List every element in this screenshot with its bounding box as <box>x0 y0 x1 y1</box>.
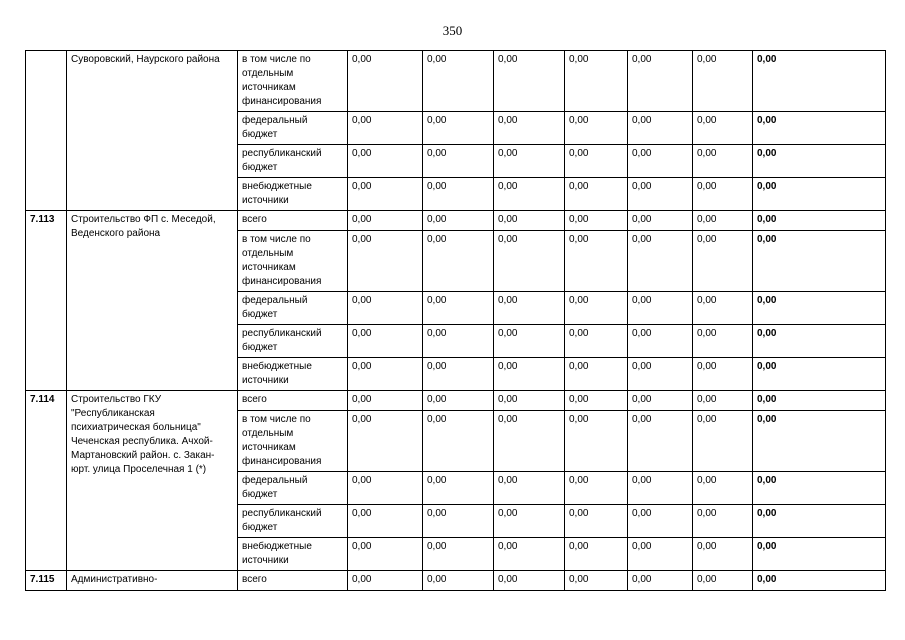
value-cell: 0,00 <box>348 292 423 325</box>
funding-source: федеральный бюджет <box>238 472 348 505</box>
value-cell: 0,00 <box>628 358 693 391</box>
value-cell: 0,00 <box>693 538 753 571</box>
value-cell: 0,00 <box>628 211 693 231</box>
value-cell: 0,00 <box>693 231 753 292</box>
funding-source: федеральный бюджет <box>238 112 348 145</box>
total-value-cell: 0,00 <box>753 571 886 591</box>
total-value-cell: 0,00 <box>753 538 886 571</box>
value-cell: 0,00 <box>628 145 693 178</box>
value-cell: 0,00 <box>423 472 494 505</box>
value-cell: 0,00 <box>565 505 628 538</box>
funding-source: республиканский бюджет <box>238 145 348 178</box>
item-code: 7.113 <box>26 211 67 391</box>
value-cell: 0,00 <box>494 538 565 571</box>
value-cell: 0,00 <box>565 51 628 112</box>
value-cell: 0,00 <box>494 51 565 112</box>
funding-source: всего <box>238 571 348 591</box>
value-cell: 0,00 <box>693 571 753 591</box>
value-cell: 0,00 <box>423 292 494 325</box>
table-body <box>26 51 886 591</box>
total-value-cell: 0,00 <box>753 505 886 538</box>
item-name: Строительство ФП с. Меседой, Веденского района <box>67 211 238 391</box>
value-cell: 0,00 <box>494 325 565 358</box>
value-cell: 0,00 <box>423 505 494 538</box>
value-cell: 0,00 <box>565 538 628 571</box>
value-cell: 0,00 <box>628 505 693 538</box>
total-value-cell: 0,00 <box>753 391 886 411</box>
value-cell: 0,00 <box>565 112 628 145</box>
item-name: Административно- <box>67 571 238 591</box>
value-cell: 0,00 <box>628 411 693 472</box>
value-cell: 0,00 <box>348 538 423 571</box>
value-cell: 0,00 <box>348 211 423 231</box>
total-value-cell: 0,00 <box>753 112 886 145</box>
value-cell: 0,00 <box>565 292 628 325</box>
value-cell: 0,00 <box>494 178 565 211</box>
value-cell: 0,00 <box>565 231 628 292</box>
table-row <box>26 571 886 591</box>
value-cell: 0,00 <box>693 391 753 411</box>
value-cell: 0,00 <box>494 472 565 505</box>
value-cell: 0,00 <box>423 178 494 211</box>
value-cell: 0,00 <box>693 51 753 112</box>
value-cell: 0,00 <box>423 391 494 411</box>
value-cell: 0,00 <box>494 145 565 178</box>
value-cell: 0,00 <box>693 358 753 391</box>
value-cell: 0,00 <box>423 358 494 391</box>
total-value-cell: 0,00 <box>753 292 886 325</box>
value-cell: 0,00 <box>423 411 494 472</box>
funding-source: в том числе по отдельным источникам финансирования <box>238 231 348 292</box>
funding-source: республиканский бюджет <box>238 505 348 538</box>
budget-table <box>25 50 886 591</box>
value-cell: 0,00 <box>423 211 494 231</box>
value-cell: 0,00 <box>348 505 423 538</box>
value-cell: 0,00 <box>494 411 565 472</box>
funding-source: внебюджетные источники <box>238 538 348 571</box>
value-cell: 0,00 <box>423 325 494 358</box>
value-cell: 0,00 <box>494 391 565 411</box>
total-value-cell: 0,00 <box>753 231 886 292</box>
value-cell: 0,00 <box>628 538 693 571</box>
value-cell: 0,00 <box>565 571 628 591</box>
value-cell: 0,00 <box>693 178 753 211</box>
funding-source: республиканский бюджет <box>238 325 348 358</box>
funding-source: в том числе по отдельным источникам финансирования <box>238 51 348 112</box>
item-code <box>26 51 67 211</box>
value-cell: 0,00 <box>348 358 423 391</box>
value-cell: 0,00 <box>628 231 693 292</box>
value-cell: 0,00 <box>348 112 423 145</box>
total-value-cell: 0,00 <box>753 178 886 211</box>
value-cell: 0,00 <box>693 505 753 538</box>
value-cell: 0,00 <box>494 211 565 231</box>
value-cell: 0,00 <box>693 325 753 358</box>
value-cell: 0,00 <box>693 472 753 505</box>
item-name: Суворовский, Наурского района <box>67 51 238 211</box>
value-cell: 0,00 <box>628 571 693 591</box>
value-cell: 0,00 <box>628 292 693 325</box>
item-code: 7.115 <box>26 571 67 591</box>
value-cell: 0,00 <box>628 391 693 411</box>
funding-source: внебюджетные источники <box>238 358 348 391</box>
value-cell: 0,00 <box>348 231 423 292</box>
value-cell: 0,00 <box>565 178 628 211</box>
value-cell: 0,00 <box>348 571 423 591</box>
item-code: 7.114 <box>26 391 67 571</box>
item-name: Строительство ГКУ "Республиканская психиатрическая больница" Чеченская республика. Ачхой-Мартановский район. с. Закан-юрт. улица Проселечная 1 (*) <box>67 391 238 571</box>
value-cell: 0,00 <box>348 472 423 505</box>
table-row <box>26 391 886 411</box>
value-cell: 0,00 <box>423 571 494 591</box>
value-cell: 0,00 <box>423 51 494 112</box>
value-cell: 0,00 <box>494 505 565 538</box>
table-row <box>26 51 886 112</box>
value-cell: 0,00 <box>565 325 628 358</box>
value-cell: 0,00 <box>423 538 494 571</box>
funding-source: всего <box>238 391 348 411</box>
funding-source: всего <box>238 211 348 231</box>
value-cell: 0,00 <box>628 51 693 112</box>
value-cell: 0,00 <box>565 472 628 505</box>
total-value-cell: 0,00 <box>753 145 886 178</box>
value-cell: 0,00 <box>348 325 423 358</box>
value-cell: 0,00 <box>423 112 494 145</box>
value-cell: 0,00 <box>348 391 423 411</box>
value-cell: 0,00 <box>693 411 753 472</box>
value-cell: 0,00 <box>693 211 753 231</box>
total-value-cell: 0,00 <box>753 358 886 391</box>
total-value-cell: 0,00 <box>753 211 886 231</box>
value-cell: 0,00 <box>348 145 423 178</box>
value-cell: 0,00 <box>494 231 565 292</box>
value-cell: 0,00 <box>628 178 693 211</box>
value-cell: 0,00 <box>348 51 423 112</box>
value-cell: 0,00 <box>693 292 753 325</box>
value-cell: 0,00 <box>494 292 565 325</box>
funding-source: федеральный бюджет <box>238 292 348 325</box>
value-cell: 0,00 <box>423 231 494 292</box>
value-cell: 0,00 <box>565 145 628 178</box>
page-number: 350 <box>442 23 463 38</box>
value-cell: 0,00 <box>565 411 628 472</box>
total-value-cell: 0,00 <box>753 51 886 112</box>
total-value-cell: 0,00 <box>753 325 886 358</box>
value-cell: 0,00 <box>348 178 423 211</box>
value-cell: 0,00 <box>628 112 693 145</box>
total-value-cell: 0,00 <box>753 411 886 472</box>
value-cell: 0,00 <box>423 145 494 178</box>
total-value-cell: 0,00 <box>753 472 886 505</box>
value-cell: 0,00 <box>565 358 628 391</box>
value-cell: 0,00 <box>628 325 693 358</box>
value-cell: 0,00 <box>693 112 753 145</box>
value-cell: 0,00 <box>628 472 693 505</box>
value-cell: 0,00 <box>693 145 753 178</box>
value-cell: 0,00 <box>348 411 423 472</box>
funding-source: внебюджетные источники <box>238 178 348 211</box>
table-row <box>26 211 886 231</box>
value-cell: 0,00 <box>565 391 628 411</box>
funding-source: в том числе по отдельным источникам финансирования <box>238 411 348 472</box>
value-cell: 0,00 <box>565 211 628 231</box>
value-cell: 0,00 <box>494 571 565 591</box>
value-cell: 0,00 <box>494 112 565 145</box>
value-cell: 0,00 <box>494 358 565 391</box>
